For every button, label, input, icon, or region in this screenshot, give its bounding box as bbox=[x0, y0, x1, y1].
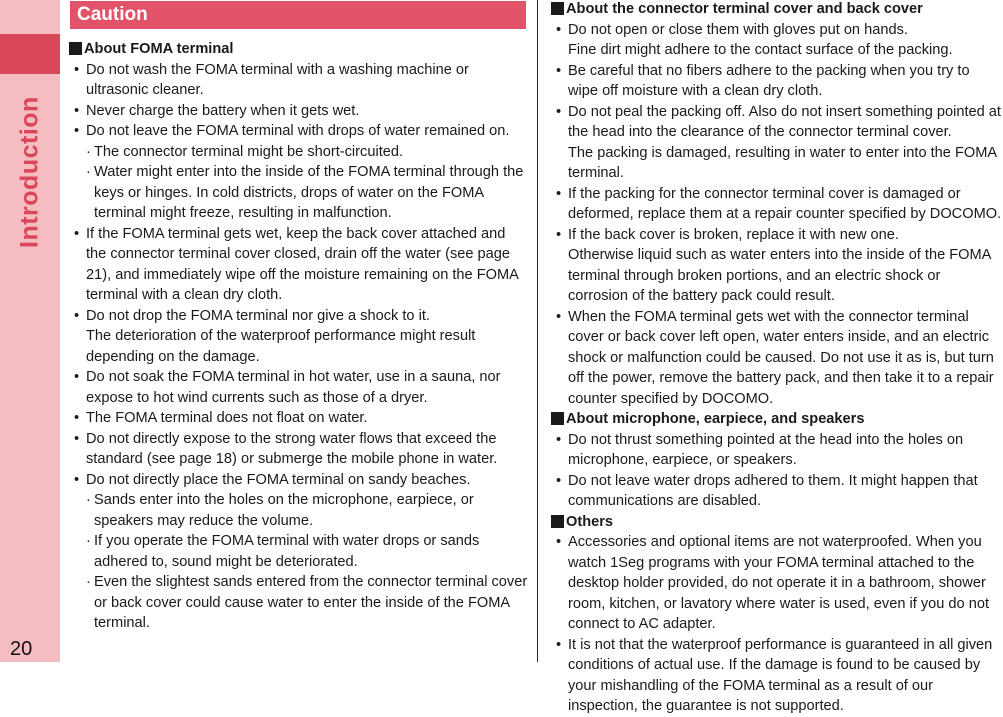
bullet-item: • Do not leave water drops adhered to them. It might happen that communications are disabled. bbox=[550, 471, 1002, 512]
bullet-item: • Do not wash the FOMA terminal with a washing machine or ultrasonic cleaner. bbox=[68, 60, 528, 101]
sub-bullet-item: · If you operate the FOMA terminal with water drops or sands adhered to, sound might be deteriorated. bbox=[68, 531, 528, 572]
sub-bullet-item: · Water might enter into the inside of the FOMA terminal through the keys or hinges. In cold districts, drops of water on the FOMA terminal might freeze, resulting in malfunction. bbox=[68, 162, 528, 224]
bullet-item: • Do not peal the packing off. Also do not insert something pointed at the head into the clearance of the connector terminal cover. The packing is damaged, resulting in water to enter into the FOMA terminal. bbox=[550, 102, 1002, 184]
bullet-item: • Do not directly expose to the strong water flows that exceed the standard (see page 18) or submerge the mobile phone in water. bbox=[68, 429, 528, 470]
bullet-item: • Do not thrust something pointed at the head into the holes on microphone, earpiece, or speakers. bbox=[550, 430, 1002, 471]
right-entry-list bbox=[550, 0, 1002, 717]
left-entry-list bbox=[68, 60, 528, 634]
left-column bbox=[68, 39, 528, 634]
bullet-item: • Do not leave the FOMA terminal with drops of water remained on. bbox=[68, 121, 528, 142]
section-heading: About microphone, earpiece, and speakers bbox=[550, 409, 1002, 430]
bullet-item: • It is not that the waterproof performance is guaranteed in all given conditions of actual use. If the damage is found to be caused by your mishandling of the FOMA terminal as a result of our inspection, the guarantee is not supported. bbox=[550, 635, 1002, 717]
section-heading: About FOMA terminal bbox=[68, 39, 528, 60]
chapter-label: Introduction bbox=[15, 96, 44, 248]
bullet-item: • The FOMA terminal does not float on water. bbox=[68, 408, 528, 429]
page-number: 20 bbox=[10, 638, 33, 660]
section-heading: Others bbox=[550, 512, 1002, 533]
bullet-item: • Do not directly place the FOMA terminal on sandy beaches. bbox=[68, 470, 528, 491]
bullet-item: • Never charge the battery when it gets wet. bbox=[68, 101, 528, 122]
bullet-item: • Accessories and optional items are not waterproofed. When you watch 1Seg programs with your FOMA terminal attached to the desktop holder provided, do not operate it in a bathroom, shower room, kitchen, or lavatory where water is used, even if you do not connect to AC adapter. bbox=[550, 532, 1002, 635]
chapter-sidebar bbox=[0, 0, 60, 662]
sub-bullet-item: · The connector terminal might be short-circuited. bbox=[68, 142, 528, 163]
sub-bullet-item: · Sands enter into the holes on the microphone, earpiece, or speakers may reduce the volume. bbox=[68, 490, 528, 531]
column-divider bbox=[537, 0, 538, 662]
caution-banner: Caution bbox=[70, 1, 526, 29]
bullet-item: • Do not soak the FOMA terminal in hot water, use in a sauna, nor expose to hot wind currents such as those of a dryer. bbox=[68, 367, 528, 408]
chapter-tab-marker bbox=[0, 34, 60, 74]
bullet-item: • If the back cover is broken, replace it with new one. Otherwise liquid such as water enters into the inside of the FOMA terminal through broken portions, and an electric shock or corrosion of the battery pack could result. bbox=[550, 225, 1002, 307]
bullet-item: • Do not open or close them with gloves put on hands. Fine dirt might adhere to the contact surface of the packing. bbox=[550, 20, 1002, 61]
section-heading: About the connector terminal cover and back cover bbox=[550, 0, 1002, 20]
bullet-item: • Be careful that no fibers adhere to the packing when you try to wipe off moisture with a clean dry cloth. bbox=[550, 61, 1002, 102]
bullet-item: • Do not drop the FOMA terminal nor give a shock to it. The deterioration of the waterproof performance might result depending on the damage. bbox=[68, 306, 528, 368]
right-column bbox=[550, 0, 1002, 717]
bullet-item: • If the FOMA terminal gets wet, keep the back cover attached and the connector terminal cover closed, drain off the water (see page 21), and immediately wipe off the moisture remaining on the FOMA terminal with a clean dry cloth. bbox=[68, 224, 528, 306]
sub-bullet-item: · Even the slightest sands entered from the connector terminal cover or back cover could cause water to enter the inside of the FOMA terminal. bbox=[68, 572, 528, 634]
bullet-item: • If the packing for the connector terminal cover is damaged or deformed, replace them at a repair counter specified by DOCOMO. bbox=[550, 184, 1002, 225]
bullet-item: • When the FOMA terminal gets wet with the connector terminal cover or back cover left open, water enters inside, and an electric shock or malfunction could be caused. Do not use it as is, but turn off the power, remove the battery pack, and then take it to a repair counter specified by DOCOMO. bbox=[550, 307, 1002, 410]
